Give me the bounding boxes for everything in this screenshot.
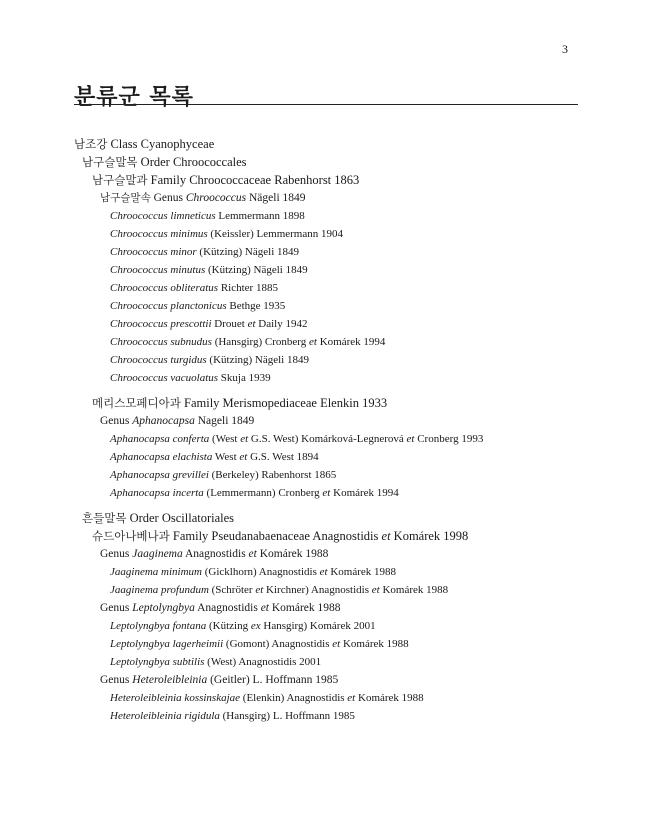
- name-text: Bethge 1935: [226, 300, 286, 312]
- genus-entry: [0, 671, 652, 689]
- name-text: (Geitler) L. Hoffmann 1985: [207, 674, 339, 686]
- name-text: (Gicklhorn) Anagnostidis: [201, 566, 320, 578]
- korean-name: 남구슬말목: [82, 155, 138, 169]
- genus-entry: [0, 189, 652, 207]
- genus-entry: [0, 545, 652, 563]
- name-text: Nageli 1849: [194, 415, 255, 427]
- name-text: (Elenkin) Anagnostidis: [240, 692, 348, 704]
- name-text: Order Oscillatoriales: [126, 511, 235, 525]
- species-entry: [0, 369, 652, 387]
- name-text: (West: [209, 433, 241, 445]
- species-entry: [0, 635, 652, 653]
- species-entry: [0, 279, 652, 297]
- italic-name: Jaaginema: [132, 548, 183, 560]
- name-text: West: [212, 451, 240, 463]
- name-text: Hansgirg) Komárek 2001: [260, 620, 376, 632]
- species-entry: [0, 466, 652, 484]
- italic-name: et: [319, 566, 328, 578]
- name-text: (Schröter: [208, 584, 256, 596]
- order-entry: [0, 153, 652, 171]
- species-entry: [0, 261, 652, 279]
- name-text: Family Merismopediaceae Elenkin 1933: [180, 396, 388, 410]
- italic-name: Chroococcus vacuolatus: [110, 372, 219, 384]
- italic-name: Chroococcus minutus: [110, 264, 206, 276]
- name-text: (Gomont) Anagnostidis: [223, 638, 333, 650]
- species-entry: [0, 430, 652, 448]
- italic-name: Chroococcus: [185, 192, 247, 204]
- name-text: (Kützing: [206, 620, 251, 632]
- italic-name: Jaaginema minimum: [110, 566, 202, 578]
- name-text: Drouet: [211, 318, 248, 330]
- family-entry: [0, 527, 652, 545]
- italic-name: et: [247, 318, 256, 330]
- species-entry: [0, 351, 652, 369]
- species-entry: [0, 653, 652, 671]
- name-text: Nägeli 1849: [246, 192, 306, 204]
- italic-name: Chroococcus turgidus: [110, 354, 207, 366]
- italic-name: Chroococcus minor: [110, 246, 197, 258]
- italic-name: Chroococcus subnudus: [110, 336, 212, 348]
- italic-name: Aphanocapsa: [132, 415, 195, 427]
- korean-name: 남구슬말속: [100, 192, 151, 204]
- name-text: Komárek 1988: [340, 638, 409, 650]
- species-entry: [0, 689, 652, 707]
- name-text: Anagnostidis: [182, 548, 249, 560]
- italic-name: et: [381, 529, 391, 543]
- name-text: Kirchner) Anagnostidis: [263, 584, 372, 596]
- name-text: Family Chroococcaceae Rabenhorst 1863: [147, 173, 360, 187]
- taxa-list: [0, 135, 652, 725]
- korean-name: 남구슬말과: [92, 173, 148, 187]
- name-text: Richter 1885: [218, 282, 278, 294]
- species-entry: [0, 484, 652, 502]
- name-text: G.S. West) Komárková-Legnerová: [248, 433, 407, 445]
- italic-name: et: [260, 602, 269, 614]
- name-text: (Kützing) Nägeli 1849: [196, 246, 300, 258]
- name-text: Anagnostidis: [194, 602, 261, 614]
- italic-name: et: [332, 638, 341, 650]
- name-text: Cronberg 1993: [414, 433, 484, 445]
- italic-name: Aphanocapsa elachista: [110, 451, 213, 463]
- italic-name: Chroococcus planctonicus: [110, 300, 227, 312]
- name-text: Komárek 1988: [355, 692, 424, 704]
- italic-name: Aphanocapsa grevillei: [110, 469, 209, 481]
- order-entry: [0, 509, 652, 527]
- italic-name: Heteroleibleinia kossinskajae: [110, 692, 241, 704]
- name-text: Family Pseudanabaenaceae Anagnostidis: [169, 529, 382, 543]
- italic-name: et: [309, 336, 317, 348]
- page-title: 분류군 목록: [74, 85, 194, 110]
- italic-name: Chroococcus minimus: [110, 228, 208, 240]
- italic-name: Leptolyngbya: [132, 602, 195, 614]
- family-entry: [0, 394, 652, 412]
- korean-name: 남조강: [74, 137, 108, 151]
- species-entry: [0, 707, 652, 725]
- species-entry: [0, 315, 652, 333]
- italic-name: et: [347, 692, 356, 704]
- italic-name: Heteroleibleinia rigidula: [110, 710, 220, 722]
- name-text: Genus: [100, 548, 133, 560]
- class-entry: [0, 135, 652, 153]
- genus-entry: [0, 412, 652, 430]
- italic-name: et: [248, 548, 257, 560]
- name-text: Komárek 1988: [269, 602, 341, 614]
- name-text: Class Cyanophyceae: [107, 137, 215, 151]
- korean-name: 흔들말목: [82, 511, 127, 525]
- name-text: (Hansgirg) L. Hoffmann 1985: [219, 710, 355, 722]
- name-text: (Kützing) Nägeli 1849: [205, 264, 308, 276]
- name-text: Genus: [150, 192, 186, 204]
- name-text: Lemmermann 1898: [215, 210, 305, 222]
- name-text: Daily 1942: [255, 318, 308, 330]
- italic-name: Jaaginema profundum: [110, 584, 209, 596]
- name-text: Komárek 1988: [379, 584, 449, 596]
- korean-name: 슈드아나베나과: [92, 529, 170, 543]
- name-text: Komárek 1988: [256, 548, 329, 560]
- italic-name: Heteroleibleinia: [132, 674, 208, 686]
- genus-entry: [0, 599, 652, 617]
- title-divider: [74, 104, 578, 105]
- species-entry: [0, 333, 652, 351]
- name-text: Komárek 1994: [330, 487, 399, 499]
- name-text: (Keissler) Lemmermann 1904: [207, 228, 343, 240]
- name-text: Genus: [100, 674, 133, 686]
- name-text: (West) Anagnostidis 2001: [204, 656, 322, 668]
- name-text: Genus: [100, 415, 133, 427]
- name-text: (Berkeley) Rabenhorst 1865: [208, 469, 337, 481]
- italic-name: ex: [250, 620, 261, 632]
- name-text: G.S. West 1894: [247, 451, 319, 463]
- italic-name: Leptolyngbya fontana: [110, 620, 207, 632]
- italic-name: Chroococcus limneticus: [110, 210, 216, 222]
- italic-name: et: [406, 433, 415, 445]
- name-text: (Lemmermann) Cronberg: [203, 487, 323, 499]
- italic-name: Aphanocapsa incerta: [110, 487, 204, 499]
- family-entry: [0, 171, 652, 189]
- name-text: Genus: [100, 602, 133, 614]
- italic-name: et: [255, 584, 264, 596]
- italic-name: et: [322, 487, 331, 499]
- italic-name: Aphanocapsa conferta: [110, 433, 210, 445]
- korean-name: 메리스모페디아과: [92, 396, 181, 410]
- name-text: (Kützing) Nägeli 1849: [206, 354, 309, 366]
- species-entry: [0, 617, 652, 635]
- italic-name: Leptolyngbya subtilis: [110, 656, 205, 668]
- italic-name: et: [371, 584, 380, 596]
- name-text: Skuja 1939: [218, 372, 271, 384]
- name-text: Komárek 1988: [327, 566, 396, 578]
- species-entry: [0, 297, 652, 315]
- italic-name: Chroococcus prescottii: [110, 318, 212, 330]
- italic-name: Chroococcus obliteratus: [110, 282, 219, 294]
- italic-name: et: [240, 433, 249, 445]
- species-entry: [0, 581, 652, 599]
- name-text: Order Chroococcales: [137, 155, 247, 169]
- name-text: (Hansgirg) Cronberg: [211, 336, 310, 348]
- italic-name: Leptolyngbya lagerheimii: [110, 638, 224, 650]
- species-entry: [0, 207, 652, 225]
- species-entry: [0, 243, 652, 261]
- page-number: 3: [562, 42, 568, 56]
- name-text: Komárek 1994: [316, 336, 386, 348]
- species-entry: [0, 563, 652, 581]
- name-text: Komárek 1998: [390, 529, 469, 543]
- italic-name: et: [239, 451, 248, 463]
- species-entry: [0, 448, 652, 466]
- species-entry: [0, 225, 652, 243]
